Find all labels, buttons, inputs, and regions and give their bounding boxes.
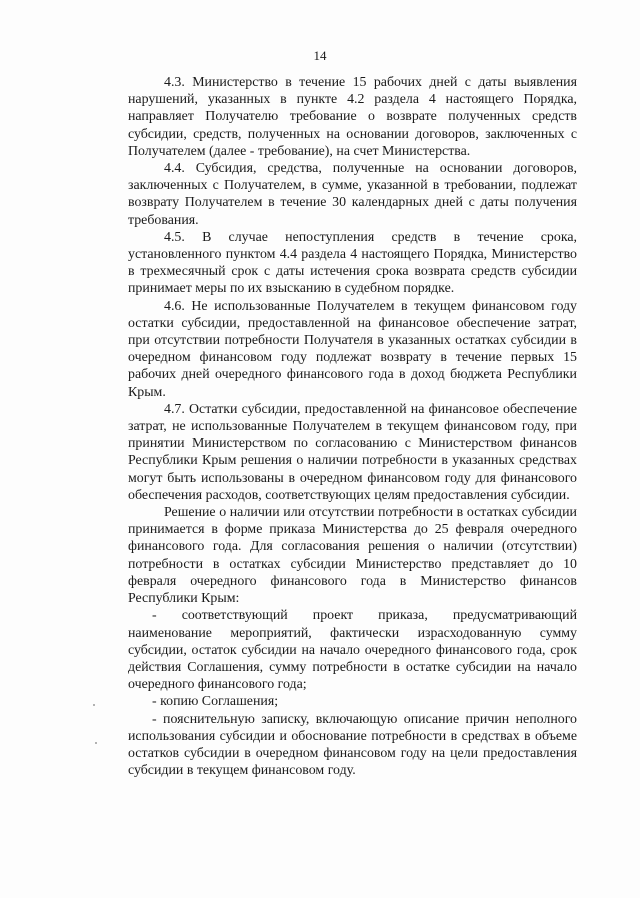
scan-speck [93,704,95,706]
paragraph-4-5: 4.5. В случае непоступления средств в течение срока, установленного пунктом 4.4 раздела 4 настоящего Порядка, Министерство в трехмесячный срок с даты истечения срока возврата средств субсидии принимает меры по их взысканию в судебном порядке. [128,229,577,297]
list-item-draft-order: - соответствующий проект приказа, предусматривающий наименование мероприятий, фактически израсходованную сумму субсидии, остаток субсидии на начало очередного финансового года, срок действия Соглашения, сумму потребности в остатке субсидии на начало очередного финансового года; [128,608,577,693]
paragraph-4-7: 4.7. Остатки субсидии, предоставленной на финансовое обеспечение затрат, не использованные Получателем в текущем финансовом году, при принятии Министерством по согласованию с Министерством финансов Республики Крым решения о наличии потребности в указанных средствах могут быть использованы в очередном финансовом году для финансового обеспечения расходов, соответствующих целям предоставления субсидии. [128,401,577,503]
document-body [128,74,577,779]
page-number: 14 [313,48,327,63]
scan-speck [95,742,97,744]
list-item-explanatory-note: - пояснительную записку, включающую описание причин неполного использования субсидии и обоснование потребности в средствах в объеме остатков субсидии в очередном финансовом году на цели предоставления субсидии в текущем финансовом году. [128,711,577,779]
paragraph-4-6: 4.6. Не использованные Получателем в текущем финансовом году остатки субсидии, предоставленной на финансовое обеспечение затрат, при отсутствии потребности Получателя в указанных остатках субсидии в очередном финансовом году подлежат возврату в течение первых 15 рабочих дней очередного финансового года в доход бюджета Республики Крым. [128,298,577,400]
list-item-agreement-copy: - копию Соглашения; [152,694,279,710]
paragraph-decision: Решение о наличии или отсутствии потребности в остатках субсидии принимается в форме приказа Министерства до 25 февраля очередного финансового года. Для согласования решения о наличии (отсутствии) потребности в остатках субсидии Министерство представляет до 10 февраля очередного финансового года в Министерство финансов Республики Крым: [128,505,577,607]
paragraph-4-4: 4.4. Субсидия, средства, полученные на основании договоров, заключенных с Получателем, в сумме, указанной в требовании, подлежат возврату Получателем в течение 30 календарных дней с даты получения требования. [128,161,577,228]
paragraph-4-3: 4.3. Министерство в течение 15 рабочих дней с даты выявления нарушений, указанных в пункте 4.2 раздела 4 настоящего Порядка, направляет Получателю требование о возврате полученных средств субсидии, средств, полученных на основании договоров, заключенных с Получателем (далее - требование), на счет Министерства. [128,75,577,159]
